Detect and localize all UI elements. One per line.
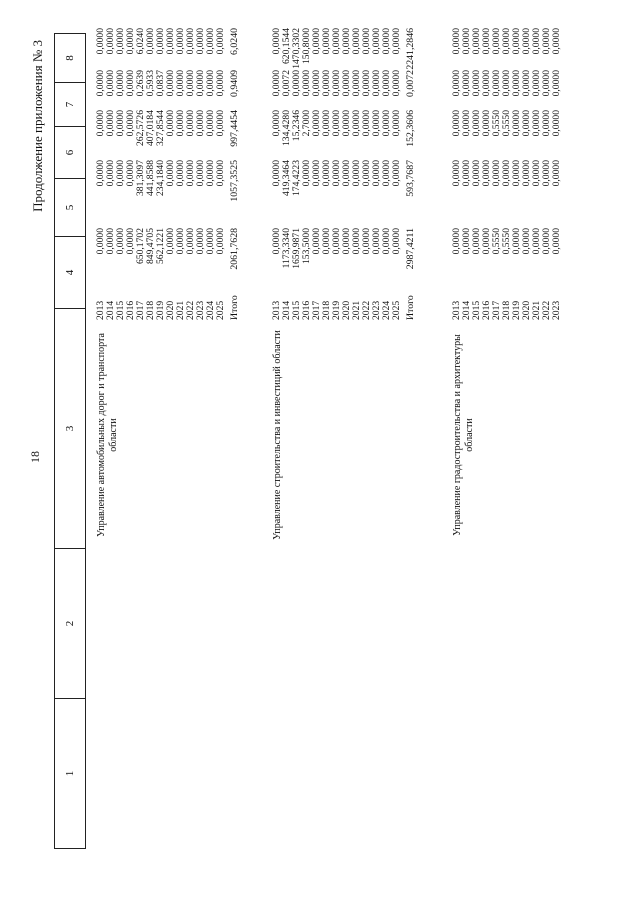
value-cell-col5: 0,0000 [331, 160, 342, 187]
value-cell-col8: 2241,2846 [405, 28, 416, 70]
value-cell-col6: 0,0000 [271, 110, 282, 137]
value-cell-col4: 0,0000 [115, 228, 126, 255]
value-cell-col6: 0,0000 [105, 110, 116, 137]
total-label: Итого [405, 295, 416, 320]
value-cell-col5: 593,7687 [405, 160, 416, 197]
total-row [406, 30, 416, 320]
value-cell-col4: 0,0000 [511, 228, 522, 255]
value-cell-col6: 0,0000 [531, 110, 542, 137]
value-cell-col7: 0,0000 [531, 70, 542, 97]
value-cell-col8: 0,0000 [311, 28, 322, 55]
value-cell-col4: 0,0000 [331, 228, 342, 255]
value-cell-col4: 153,5000 [301, 228, 312, 264]
value-cell-col4: 0,0000 [531, 228, 542, 255]
value-cell-col4: 0,0000 [95, 228, 106, 255]
year-cell: 2013 [95, 300, 106, 320]
value-cell-col6: 0,0000 [215, 110, 226, 137]
value-cell-col5: 0,0000 [301, 160, 312, 187]
year-cell: 2023 [371, 300, 382, 320]
value-cell-col6: 0,0000 [341, 110, 352, 137]
value-cell-col7: 0,0000 [195, 70, 206, 97]
value-cell-col4: 0,0000 [205, 228, 216, 255]
value-cell-col5: 0,0000 [391, 160, 402, 187]
value-cell-col5: 1057,3525 [229, 160, 240, 202]
value-cell-col5: 0,0000 [541, 160, 552, 187]
value-cell-col7: 0,0000 [95, 70, 106, 97]
column-header: 2 [55, 549, 86, 699]
year-cell: 2022 [361, 300, 372, 320]
value-cell-col4: 0,0000 [105, 228, 116, 255]
year-cell: 2015 [115, 300, 126, 320]
value-cell-col8: 0,0000 [461, 28, 472, 55]
value-cell-col6: 0,0000 [451, 110, 462, 137]
year-cell: 2014 [281, 300, 292, 320]
value-cell-col5: 0,0000 [551, 160, 562, 187]
year-cell: 2013 [451, 300, 462, 320]
value-cell-col7: 0,0000 [301, 70, 312, 97]
value-cell-col6: 0,5550 [491, 110, 502, 137]
value-cell-col7: 0,0000 [311, 70, 322, 97]
table-row [552, 30, 562, 320]
value-cell-col8: 0,0000 [451, 28, 462, 55]
total-row [230, 30, 240, 320]
value-cell-col4: 0,0000 [165, 228, 176, 255]
value-cell-col6: 0,0000 [165, 110, 176, 137]
value-cell-col5: 0,0000 [531, 160, 542, 187]
value-cell-col6: 0,0000 [361, 110, 372, 137]
value-cell-col8: 0,0000 [531, 28, 542, 55]
value-cell-col6: 0,0000 [381, 110, 392, 137]
value-cell-col8: 0,0000 [205, 28, 216, 55]
value-cell-col4: 0,0000 [481, 228, 492, 255]
value-cell-col6: 0,0000 [311, 110, 322, 137]
value-cell-col7: 0,0000 [391, 70, 402, 97]
value-cell-col8: 0,0000 [271, 28, 282, 55]
value-cell-col8: 0,0000 [115, 28, 126, 55]
value-cell-col5: 0,0000 [361, 160, 372, 187]
value-cell-col7: 0,5933 [145, 70, 156, 97]
value-cell-col7: 0,0837 [155, 70, 166, 97]
value-cell-col6: 0,0000 [461, 110, 472, 137]
year-cell: 2020 [165, 300, 176, 320]
year-cell: 2018 [145, 300, 156, 320]
value-cell-col4: 0,0000 [521, 228, 532, 255]
value-cell-col7: 0,0000 [205, 70, 216, 97]
value-cell-col4: 0,0000 [271, 228, 282, 255]
value-cell-col5: 0,0000 [341, 160, 352, 187]
value-cell-col4: 0,5550 [491, 228, 502, 255]
year-cell: 2015 [291, 300, 302, 320]
value-cell-col6: 2,7000 [301, 110, 312, 137]
year-cell: 2017 [311, 300, 322, 320]
value-cell-col7: 0,0000 [511, 70, 522, 97]
value-cell-col6: 0,0000 [115, 110, 126, 137]
value-cell-col8: 0,0000 [391, 28, 402, 55]
value-cell-col4: 2061,7628 [229, 228, 240, 270]
value-cell-col8: 0,0000 [491, 28, 502, 55]
value-cell-col5: 441,8588 [145, 160, 156, 196]
value-cell-col5: 0,0000 [451, 160, 462, 187]
year-cell: 2019 [511, 300, 522, 320]
value-cell-col7: 0,0000 [331, 70, 342, 97]
year-cell: 2013 [271, 300, 282, 320]
value-cell-col7: 0,0000 [165, 70, 176, 97]
value-cell-col6: 134,4280 [281, 110, 292, 146]
value-cell-col6: 15,2346 [291, 110, 302, 142]
year-cell: 2023 [551, 300, 562, 320]
value-cell-col8: 0,0000 [165, 28, 176, 55]
year-cell: 2025 [391, 300, 402, 320]
value-cell-col6: 0,0000 [125, 110, 136, 137]
column-header-table [54, 33, 86, 849]
value-cell-col6: 0,0000 [551, 110, 562, 137]
value-cell-col4: 0,0000 [321, 228, 332, 255]
value-cell-col5: 0,0000 [195, 160, 206, 187]
organization-name: Управление строительства и инвестиций области [272, 330, 283, 540]
value-cell-col8: 0,0000 [371, 28, 382, 55]
value-cell-col6: 0,0000 [195, 110, 206, 137]
year-cell: 2024 [381, 300, 392, 320]
value-cell-col8: 0,0000 [195, 28, 206, 55]
value-cell-col6: 0,0000 [185, 110, 196, 137]
value-cell-col7: 0,0000 [361, 70, 372, 97]
value-cell-col5: 419,3464 [281, 160, 292, 196]
value-cell-col7: 0,0000 [291, 70, 302, 97]
value-cell-col4: 0,0000 [185, 228, 196, 255]
value-cell-col8: 6,0240 [229, 28, 240, 55]
value-cell-col6: 0,0000 [391, 110, 402, 137]
value-cell-col6: 0,0000 [95, 110, 106, 137]
value-cell-col4: 0,0000 [461, 228, 472, 255]
year-cell: 2016 [125, 300, 136, 320]
value-cell-col6: 0,0000 [371, 110, 382, 137]
value-cell-col5: 234,1840 [155, 160, 166, 196]
value-cell-col6: 0,0000 [331, 110, 342, 137]
value-cell-col5: 0,0000 [371, 160, 382, 187]
value-cell-col4: 0,0000 [371, 228, 382, 255]
page-number: 18 [28, 451, 42, 463]
value-cell-col4: 849,4705 [145, 228, 156, 264]
value-cell-col4: 2987,4211 [405, 228, 416, 270]
value-cell-col4: 1173,3340 [281, 228, 292, 269]
value-cell-col4: 0,0000 [215, 228, 226, 255]
value-cell-col6: 0,0000 [321, 110, 332, 137]
value-cell-col5: 0,0000 [165, 160, 176, 187]
year-cell: 2020 [521, 300, 532, 320]
year-cell: 2025 [215, 300, 226, 320]
value-cell-col7: 0,0000 [491, 70, 502, 97]
value-cell-col8: 0,0000 [551, 28, 562, 55]
year-cell: 2019 [155, 300, 166, 320]
year-cell: 2014 [461, 300, 472, 320]
value-cell-col4: 0,5550 [501, 228, 512, 255]
value-cell-col8: 0,0000 [321, 28, 332, 55]
value-cell-col8: 0,0000 [541, 28, 552, 55]
value-cell-col4: 0,0000 [541, 228, 552, 255]
value-cell-col5: 0,0000 [471, 160, 482, 187]
column-header: 6 [55, 127, 86, 179]
value-cell-col6: 0,0000 [541, 110, 552, 137]
value-cell-col5: 0,0000 [311, 160, 322, 187]
value-cell-col7: 0,0000 [115, 70, 126, 97]
value-cell-col6: 0,0000 [471, 110, 482, 137]
value-cell-col6: 997,4454 [229, 110, 240, 147]
value-cell-col7: 0,0000 [381, 70, 392, 97]
value-cell-col8: 0,0000 [521, 28, 532, 55]
value-cell-col8: 0,0000 [511, 28, 522, 55]
value-cell-col7: 0,0000 [321, 70, 332, 97]
value-cell-col8: 620,1544 [281, 28, 292, 64]
value-cell-col6: 262,5726 [135, 110, 146, 146]
value-cell-col4: 0,0000 [471, 228, 482, 255]
value-cell-col4: 0,0000 [311, 228, 322, 255]
value-cell-col7: 0,0000 [471, 70, 482, 97]
value-cell-col8: 1470,3302 [291, 28, 302, 69]
year-cell: 2023 [195, 300, 206, 320]
year-cell: 2021 [531, 300, 542, 320]
value-cell-col8: 0,0000 [331, 28, 342, 55]
value-cell-col4: 0,0000 [391, 228, 402, 255]
value-cell-col4: 0,0000 [125, 228, 136, 255]
year-cell: 2018 [321, 300, 332, 320]
value-cell-col4: 0,0000 [351, 228, 362, 255]
value-cell-col5: 0,0000 [105, 160, 116, 187]
column-header: 1 [55, 699, 86, 849]
value-cell-col8: 150,8000 [301, 28, 312, 64]
year-cell: 2021 [175, 300, 186, 320]
value-cell-col4: 0,0000 [381, 228, 392, 255]
value-cell-col4: 1659,9871 [291, 228, 302, 269]
value-cell-col7: 0,0000 [125, 70, 136, 97]
appendix-caption: Продолжение приложения № 3 [30, 40, 45, 212]
value-cell-col5: 174,4223 [291, 160, 302, 196]
value-cell-col4: 650,1702 [135, 228, 146, 264]
value-cell-col5: 0,0000 [491, 160, 502, 187]
column-header-row [55, 34, 86, 849]
value-cell-col8: 0,0000 [125, 28, 136, 55]
value-cell-col4: 0,0000 [451, 228, 462, 255]
year-cell: 2017 [135, 300, 146, 320]
value-cell-col8: 0,0000 [481, 28, 492, 55]
value-cell-col6: 0,0000 [521, 110, 532, 137]
value-cell-col7: 0,0000 [215, 70, 226, 97]
value-cell-col5: 0,0000 [511, 160, 522, 187]
value-cell-col7: 0,0000 [105, 70, 116, 97]
value-cell-col5: 0,0000 [381, 160, 392, 187]
year-cell: 2021 [351, 300, 362, 320]
value-cell-col5: 0,0000 [215, 160, 226, 187]
year-cell: 2015 [471, 300, 482, 320]
value-cell-col5: 0,0000 [321, 160, 332, 187]
value-cell-col5: 0,0000 [95, 160, 106, 187]
column-header: 4 [55, 237, 86, 309]
value-cell-col5: 0,0000 [125, 160, 136, 187]
year-cell: 2014 [105, 300, 116, 320]
value-cell-col8: 0,0000 [185, 28, 196, 55]
value-cell-col4: 0,0000 [551, 228, 562, 255]
value-cell-col7: 0,0072 [281, 70, 292, 97]
value-cell-col7: 0,0072 [405, 70, 416, 97]
table-row [216, 30, 226, 320]
value-cell-col8: 0,0000 [95, 28, 106, 55]
value-cell-col7: 0,0000 [175, 70, 186, 97]
value-cell-col7: 0,0000 [541, 70, 552, 97]
value-cell-col7: 0,0000 [551, 70, 562, 97]
value-cell-col5: 381,3097 [135, 160, 146, 196]
value-cell-col4: 0,0000 [341, 228, 352, 255]
year-cell: 2024 [205, 300, 216, 320]
year-cell: 2017 [491, 300, 502, 320]
value-cell-col7: 0,0000 [341, 70, 352, 97]
value-cell-col7: 0,0000 [351, 70, 362, 97]
year-cell: 2020 [341, 300, 352, 320]
value-cell-col8: 0,0000 [145, 28, 156, 55]
value-cell-col4: 0,0000 [175, 228, 186, 255]
value-cell-col8: 6,0240 [135, 28, 146, 55]
value-cell-col8: 0,0000 [105, 28, 116, 55]
value-cell-col8: 0,0000 [471, 28, 482, 55]
value-cell-col8: 0,0000 [215, 28, 226, 55]
value-cell-col7: 0,0000 [451, 70, 462, 97]
year-cell: 2019 [331, 300, 342, 320]
year-cell: 2022 [185, 300, 196, 320]
value-cell-col4: 0,0000 [195, 228, 206, 255]
organization-name: Управление автомобильных дорог и транспорта области [96, 333, 119, 537]
value-cell-col6: 0,5550 [501, 110, 512, 137]
value-cell-col6: 0,0000 [511, 110, 522, 137]
value-cell-col6: 0,0000 [175, 110, 186, 137]
value-cell-col7: 0,0000 [521, 70, 532, 97]
value-cell-col8: 0,0000 [351, 28, 362, 55]
value-cell-col7: 0,9409 [229, 70, 240, 97]
column-header: 7 [55, 83, 86, 127]
value-cell-col8: 0,0000 [175, 28, 186, 55]
year-cell: 2018 [501, 300, 512, 320]
value-cell-col4: 562,1221 [155, 228, 166, 264]
value-cell-col8: 0,0000 [341, 28, 352, 55]
value-cell-col5: 0,0000 [481, 160, 492, 187]
value-cell-col8: 0,0000 [501, 28, 512, 55]
value-cell-col7: 0,0000 [371, 70, 382, 97]
value-cell-col7: 0,0000 [271, 70, 282, 97]
value-cell-col7: 0,0000 [501, 70, 512, 97]
value-cell-col6: 0,0000 [351, 110, 362, 137]
column-header: 8 [55, 34, 86, 83]
column-header: 5 [55, 179, 86, 237]
value-cell-col5: 0,0000 [461, 160, 472, 187]
value-cell-col5: 0,0000 [521, 160, 532, 187]
organization-name: Управление градостроительства и архитектуры области [452, 334, 475, 536]
value-cell-col6: 327,8544 [155, 110, 166, 146]
total-label: Итого [229, 295, 240, 320]
value-cell-col8: 0,0000 [155, 28, 166, 55]
value-cell-col5: 0,0000 [501, 160, 512, 187]
year-cell: 2016 [481, 300, 492, 320]
value-cell-col7: 0,2639 [135, 70, 146, 97]
table-row [392, 30, 402, 320]
value-cell-col5: 0,0000 [271, 160, 282, 187]
value-cell-col6: 0,0000 [481, 110, 492, 137]
value-cell-col6: 0,0000 [205, 110, 216, 137]
value-cell-col5: 0,0000 [205, 160, 216, 187]
value-cell-col7: 0,0000 [461, 70, 472, 97]
year-cell: 2022 [541, 300, 552, 320]
value-cell-col4: 0,0000 [361, 228, 372, 255]
column-header: 3 [55, 309, 86, 549]
value-cell-col6: 407,0184 [145, 110, 156, 146]
value-cell-col5: 0,0000 [115, 160, 126, 187]
value-cell-col8: 0,0000 [361, 28, 372, 55]
value-cell-col5: 0,0000 [185, 160, 196, 187]
value-cell-col7: 0,0000 [185, 70, 196, 97]
value-cell-col5: 0,0000 [351, 160, 362, 187]
year-cell: 2016 [301, 300, 312, 320]
value-cell-col6: 152,3606 [405, 110, 416, 147]
value-cell-col7: 0,0000 [481, 70, 492, 97]
value-cell-col5: 0,0000 [175, 160, 186, 187]
value-cell-col8: 0,0000 [381, 28, 392, 55]
